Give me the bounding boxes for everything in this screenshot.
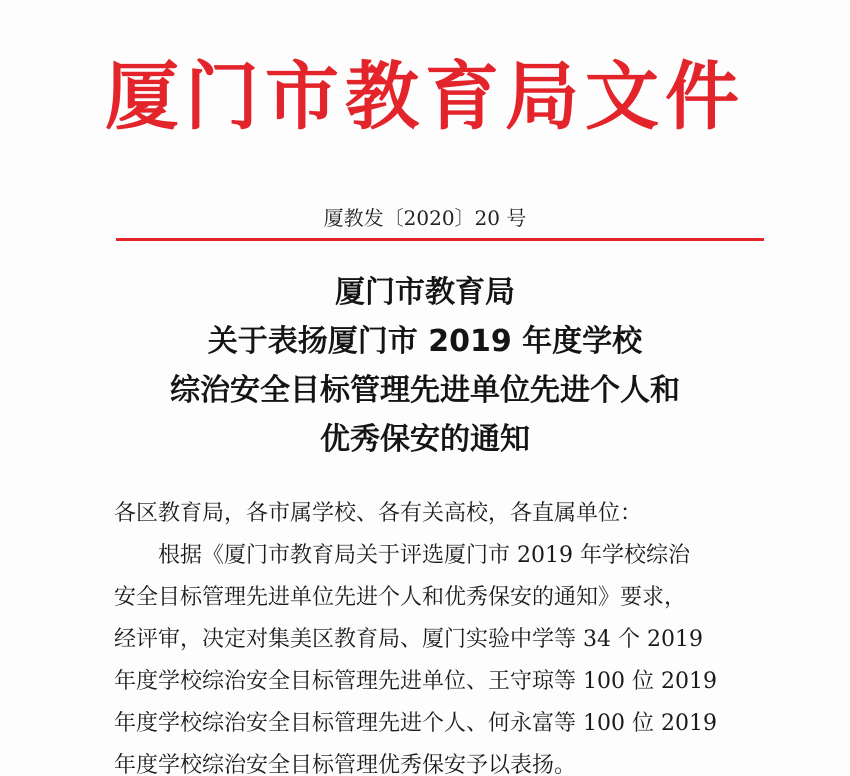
document-header-title: 厦门市教育局文件 bbox=[105, 54, 745, 140]
notice-title-line: 优秀保安的通知 bbox=[320, 422, 530, 457]
document-number: 厦教发〔2020〕20 号 bbox=[323, 206, 527, 230]
paragraph-line: 年度学校综治安全目标管理先进个人、何永富等 100 位 2019 bbox=[114, 711, 717, 736]
notice-title-line: 关于表扬厦门市 2019 年度学校 bbox=[207, 324, 643, 359]
notice-title bbox=[0, 268, 850, 464]
notice-title-line: 厦门市教育局 bbox=[335, 275, 515, 310]
paragraph-line: 年度学校综治安全目标管理先进单位、王守琼等 100 位 2019 bbox=[114, 669, 717, 694]
notice-title-line: 综治安全目标管理先进单位先进个人和 bbox=[170, 373, 680, 408]
paragraph-line: 年度学校综治安全目标管理优秀保安予以表扬。 bbox=[114, 753, 577, 776]
paragraph-line: 安全目标管理先进单位先进个人和优秀保安的通知》要求， bbox=[114, 585, 687, 610]
document-body bbox=[114, 493, 764, 776]
salutation: 各区教育局，各市属学校、各有关高校，各直属单位： bbox=[114, 501, 643, 526]
paragraph-line: 根据《厦门市教育局关于评选厦门市 2019 年学校综治 bbox=[158, 543, 690, 568]
paragraph-line: 经评审，决定对集美区教育局、厦门实验中学等 34 个 2019 bbox=[114, 627, 703, 652]
red-divider-line bbox=[116, 238, 764, 241]
